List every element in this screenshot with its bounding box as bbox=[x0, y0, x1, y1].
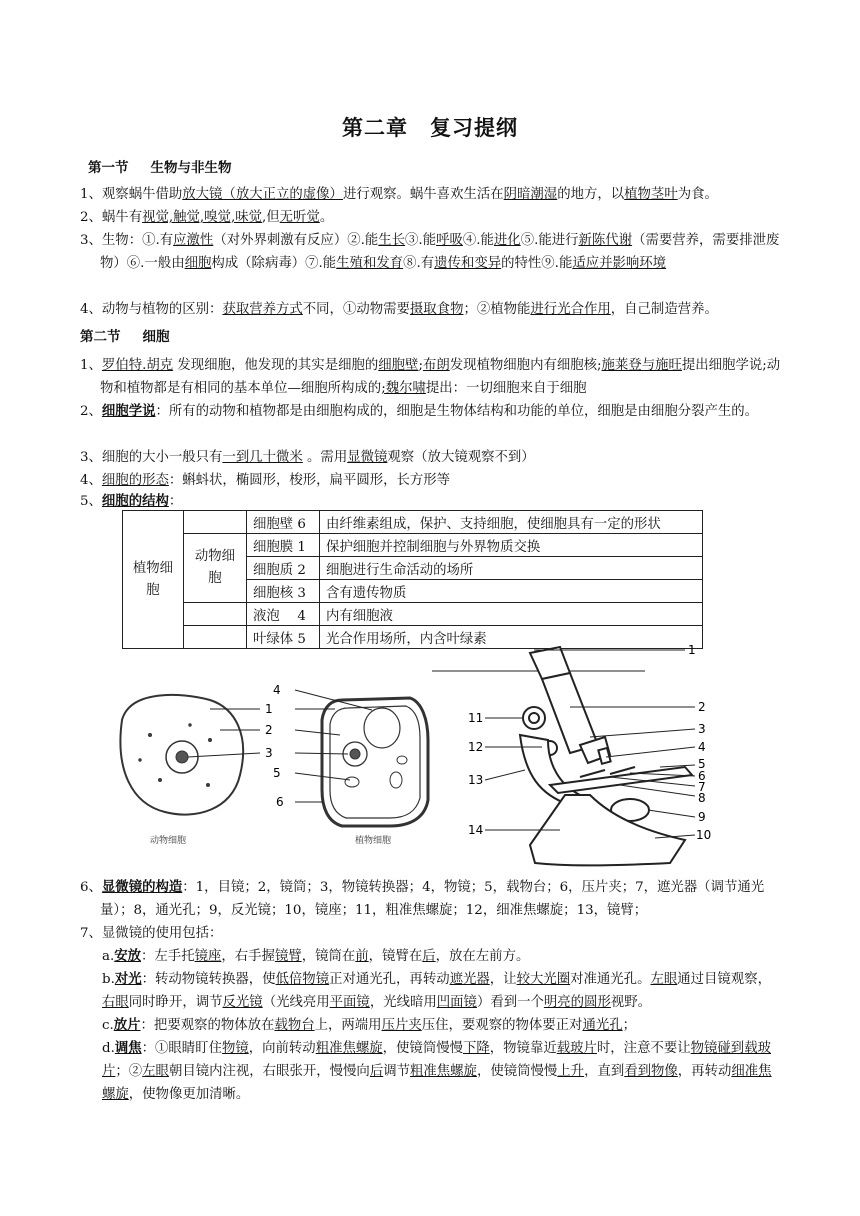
cell-structure-table bbox=[122, 510, 703, 649]
micro-label-11: 11 bbox=[468, 711, 484, 725]
paragraph-s3-6: 6、显微镜的构造：1，目镜；2，镜筒；3，物镜转换器；4，物镜；5，载物台；6，压片夹；7，遮光器（调节通光量）；8，通光孔；9，反光镜；10，镜座；11，粗准焦螺旋；12，细准焦螺旋；13，镜臂； bbox=[80, 880, 765, 918]
table-cell-desc: 保护细胞并控制细胞与外界物质交换 bbox=[320, 534, 703, 557]
page-title: 第二章 复习提纲 bbox=[342, 116, 518, 140]
table-cell-part: 细胞核 3 bbox=[247, 580, 320, 603]
micro-label-13: 13 bbox=[468, 773, 484, 787]
paragraph-s2-3: 3、细胞的大小一般只有一到几十微米 。需用显微镜观察（放大镜观察不到） bbox=[80, 450, 535, 465]
animal-cell-caption: 动物细胞 bbox=[150, 836, 187, 846]
micro-label-1: 1 bbox=[688, 645, 696, 657]
section-number: 第一节 bbox=[88, 160, 129, 176]
micro-label-10: 10 bbox=[696, 828, 712, 842]
paragraph-s1-2: 2、蜗牛有视觉,触觉,嗅觉,味觉,但无听觉。 bbox=[80, 210, 334, 225]
paragraph-step-c: c.放片：把要观察的物体放在载物台上，两端用压片夹压住，要观察的物体要正对通光孔； bbox=[102, 1018, 636, 1033]
paragraph-s1-3: 3、生物：①.有应激性（对外界刺激有反应）②.能生长③.能呼吸④.能进化⑤.能进行新陈代谢（需要营养，需要排泄废物）⑥.一般由细胞构成（除病毒）⑦.能生殖和发育⑧.有遗传和变异的特性⑨.能适应并影响环境 bbox=[80, 233, 780, 271]
cell-label-1: 1 bbox=[265, 702, 273, 716]
section-heading-1 bbox=[88, 156, 232, 176]
paragraph-s2-4: 4、细胞的形态：蝌蚪状，椭圆形，梭形，扁平圆形，长方形等 bbox=[80, 473, 451, 488]
micro-label-2: 2 bbox=[698, 700, 706, 714]
table-cell-desc: 含有遗传物质 bbox=[320, 580, 703, 603]
table-cell-part: 液泡 4 bbox=[247, 603, 320, 626]
plant-cell-caption: 植物细胞 bbox=[355, 836, 392, 846]
paragraph-s2-5: 5、细胞的结构： bbox=[80, 494, 183, 509]
table-cell-desc: 由纤维素组成，保护、支持细胞，使细胞具有一定的形状 bbox=[320, 511, 703, 534]
section-name: 细胞 bbox=[142, 329, 170, 345]
table-cell-desc: 内有细胞液 bbox=[320, 603, 703, 626]
cell-label-2: 2 bbox=[265, 723, 273, 737]
micro-label-3: 3 bbox=[698, 722, 706, 736]
micro-label-6: 6 bbox=[698, 769, 706, 783]
plant-cell-drawing bbox=[322, 698, 428, 826]
micro-label-14: 14 bbox=[468, 823, 484, 837]
table-cell-desc: 光合作用场所，内含叶绿素 bbox=[320, 626, 703, 649]
table-row bbox=[123, 603, 703, 626]
table-row bbox=[123, 511, 703, 534]
plant-cell-label: 植物细胞 bbox=[123, 511, 184, 649]
animal-cell-label: 动物细胞 bbox=[184, 534, 247, 603]
table-cell-desc: 细胞进行生命活动的场所 bbox=[320, 557, 703, 580]
paragraph-step-d: d.调焦：①眼睛盯住物镜，向前转动粗准焦螺旋，使镜筒慢慢下降，物镜靠近载玻片时，注意不要让物镜碰到载玻片；②左眼朝目镜内注视，右眼张开，慢慢向后调节粗准焦螺旋，使镜筒慢慢上升，直到看到物像，再转动细准焦螺旋，使物像更加清晰。 bbox=[102, 1041, 772, 1102]
section-name: 生物与非生物 bbox=[150, 160, 232, 176]
micro-label-9: 9 bbox=[698, 810, 706, 824]
micro-label-7: 7 bbox=[698, 780, 706, 794]
micro-label-12: 12 bbox=[468, 740, 484, 754]
paragraph-step-a: a.安放：左手托镜座，右手握镜臂，镜筒在前，镜臂在后，放在左前方。 bbox=[102, 949, 530, 964]
paragraph-s2-1: 1、罗伯特.胡克 发现细胞，他发现的其实是细胞的细胞壁;布朗发现植物细胞内有细胞核;施莱登与施旺提出细胞学说;动物和植物都是有相同的基本单位—细胞所构成的;魏尔啸提出：一切细胞来自于细胞 bbox=[80, 358, 781, 396]
cell-label-3: 3 bbox=[265, 746, 273, 760]
cell-label-4: 4 bbox=[273, 683, 281, 697]
cell-diagram-figure bbox=[110, 680, 430, 850]
table-cell-part: 叶绿体 5 bbox=[247, 626, 320, 649]
microscope-figure bbox=[430, 645, 730, 870]
table-cell-part: 细胞质 2 bbox=[247, 557, 320, 580]
micro-label-4: 4 bbox=[698, 740, 706, 754]
cell-label-6: 6 bbox=[276, 795, 284, 809]
table-cell-part: 细胞膜 1 bbox=[247, 534, 320, 557]
micro-label-8: 8 bbox=[698, 791, 706, 805]
section-heading-2 bbox=[80, 325, 170, 345]
paragraph-step-b: b.对光：转动物镜转换器，使低倍物镜正对通光孔，再转动遮光器，让较大光圈对准通光孔。左眼通过目镜观察，右眼同时睁开，调节反光镜（光线亮用平面镜，光线暗用凹面镜）看到一个明亮的圆形视野。 bbox=[102, 972, 771, 1010]
table-cell-part: 细胞壁 6 bbox=[247, 511, 320, 534]
section-number: 第二节 bbox=[80, 329, 121, 345]
paragraph-s1-4: 4、动物与植物的区别：获取营养方式不同，①动物需要摄取食物；②植物能进行光合作用，自己制造营养。 bbox=[80, 302, 718, 317]
cell-label-5: 5 bbox=[273, 766, 281, 780]
paragraph-s3-7: 7、显微镜的使用包括： bbox=[80, 926, 223, 941]
paragraph-s1-1: 1、观察蜗牛借助放大镜（放大正立的虚像）进行观察。蜗牛喜欢生活在阴暗潮湿的地方，以植物茎叶为食。 bbox=[80, 187, 718, 202]
micro-label-5: 5 bbox=[698, 757, 706, 771]
microscope-drawing bbox=[520, 647, 692, 865]
table-row bbox=[123, 534, 703, 557]
paragraph-s2-2: 2、细胞学说：所有的动物和植物都是由细胞构成的，细胞是生物体结构和功能的单位，细胞是由细胞分裂产生的。 bbox=[80, 404, 759, 419]
